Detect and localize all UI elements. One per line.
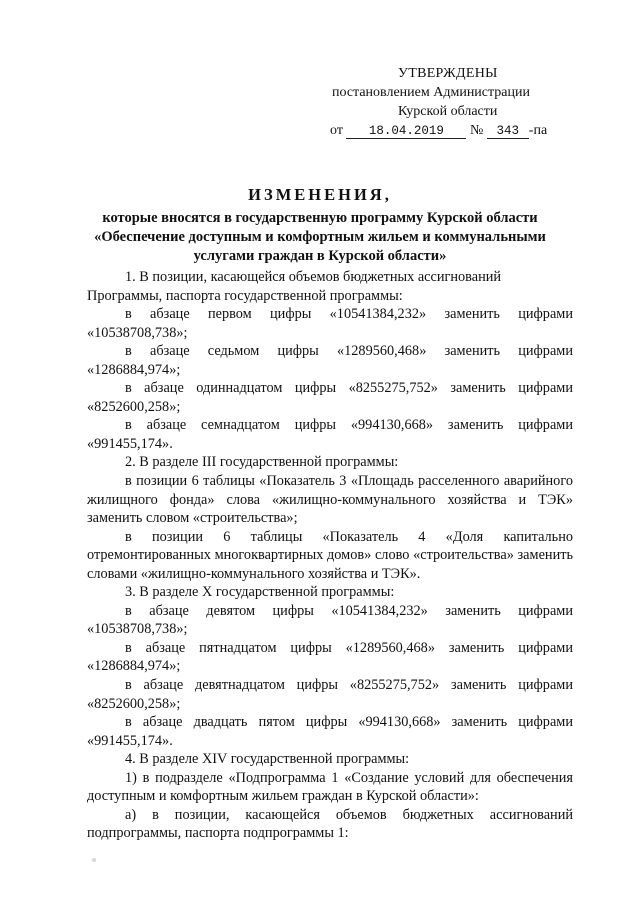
document-body — [87, 268, 573, 843]
paragraph: 1. В позиции, касающейся объемов бюджетных ассигнований — [125, 269, 502, 285]
paragraph: в абзаце первом цифры «10541384,232» заменить цифрами «10538708,738»; — [87, 306, 573, 341]
paragraph: в абзаце девятом цифры «10541384,232» заменить цифрами «10538708,738»; — [87, 602, 573, 638]
paragraph: 2. В разделе III государственной программы: — [125, 454, 399, 471]
approval-title: УТВЕРЖДЕНЫ — [398, 66, 498, 81]
paragraph: 1) в подразделе «Подпрограмма 1 «Создание условий для обеспечения доступным и комфортным жильем граждан в Курской области»: — [87, 769, 573, 805]
paragraph: в абзаце девятнадцатом цифры «8255275,752» заменить цифрами «8252600,258»; — [87, 677, 573, 712]
approval-date-line — [330, 121, 570, 140]
paragraph: 4. В разделе XIV государственной программы: — [125, 751, 410, 768]
number-suffix: -па — [528, 123, 548, 138]
paragraph: 3. В разделе X государственной программы: — [125, 584, 395, 601]
approval-block — [330, 64, 570, 140]
approval-authority: постановлением Администрации — [332, 85, 530, 100]
title-line-2: «Обеспечение доступным и комфортным жильем и коммунальными — [94, 229, 546, 245]
title-line-1: которые вносятся в государственную программу Курской области — [102, 210, 538, 226]
title-line-3: услугами граждан в Курской области» — [193, 248, 447, 264]
approval-date: 18.04.2019 — [346, 124, 466, 139]
paragraph: в позиции 6 таблицы «Показатель 3 «Площадь расселенного аварийного жилищного фонда» слова «жилищно-коммунального хозяйства и ТЭК» заменить словом «строительства»; — [87, 473, 573, 527]
document-title — [0, 185, 640, 266]
paragraph: в абзаце одиннадцатом цифры «8255275,752» заменить цифрами «8252600,258»; — [87, 380, 573, 415]
paragraph: в абзаце семнадцатом цифры «994130,668» заменить цифрами «991455,174». — [87, 417, 573, 452]
paragraph: в абзаце пятнадцатом цифры «1289560,468» заменить цифрами «1286884,974»; — [87, 639, 573, 675]
paragraph: в абзаце седьмом цифры «1289560,468» заменить цифрами «1286884,974»; — [87, 343, 573, 378]
paragraph: в абзаце двадцать пятом цифры «994130,668» заменить цифрами «991455,174». — [87, 714, 573, 749]
date-prefix: от — [330, 123, 343, 138]
paragraph: в позиции 6 таблицы «Показатель 4 «Доля капитально отремонтированных многоквартирных домов» слово «строительства» заменить словами «жилищно-коммунального хозяйства и ТЭК». — [87, 528, 573, 582]
approval-number: 343 — [487, 124, 529, 139]
title-heading: ИЗМЕНЕНИЯ, — [248, 185, 392, 204]
approval-region: Курской области — [398, 104, 498, 119]
scan-speck — [92, 858, 96, 862]
paragraph: а) в позиции, касающейся объемов бюджетных ассигнований подпрограммы, паспорта подпрограммы 1: — [87, 806, 573, 842]
number-prefix: № — [469, 123, 484, 138]
paragraph: Программы, паспорта государственной программы: — [87, 287, 403, 304]
